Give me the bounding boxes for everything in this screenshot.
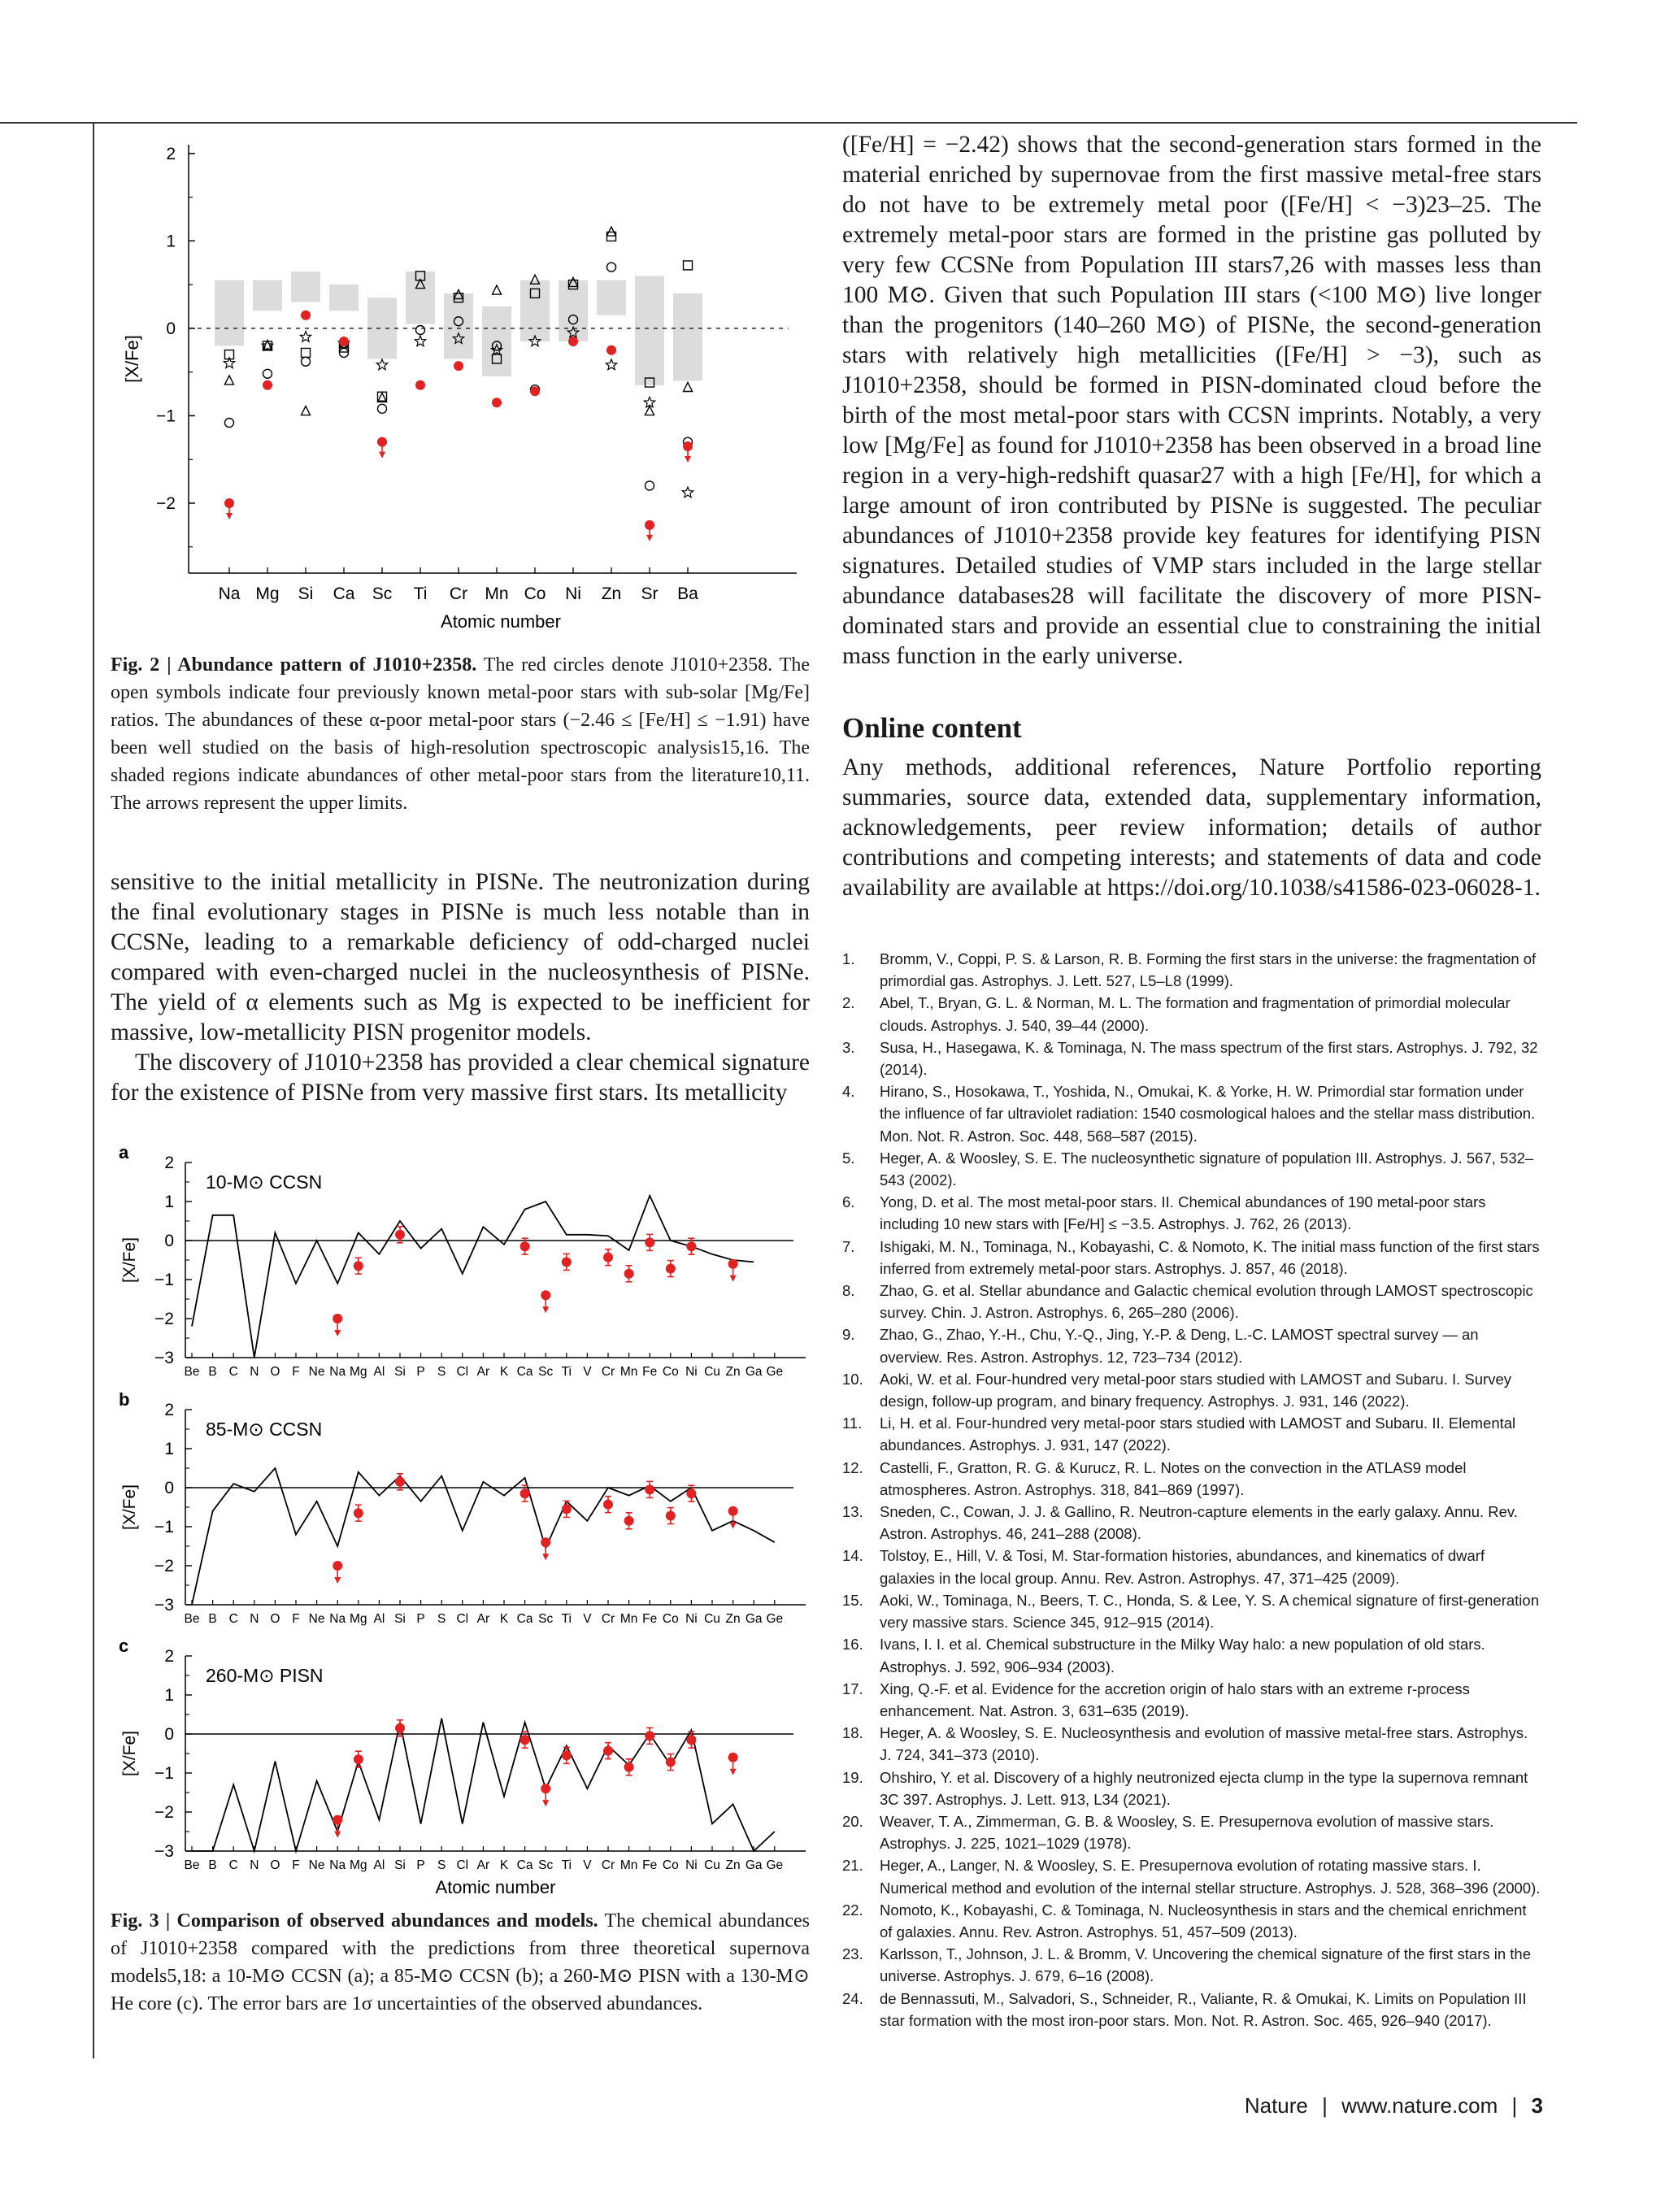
x-tick-label: Cu <box>704 1365 720 1379</box>
shaded-range-bar <box>673 293 702 381</box>
j1010-data-point <box>492 398 502 407</box>
x-tick-label: Co <box>662 1365 679 1379</box>
reference-list <box>842 948 1541 2032</box>
x-tick-label: Si <box>394 1858 406 1872</box>
y-tick-label: −1 <box>154 1271 174 1289</box>
reference-text: Karlsson, T., Johnson, J. L. & Bromm, V. Uncovering the chemical signature of the first stars in the universe. Astrophys. J. 679, 6–16 (2008). <box>880 1945 1532 1985</box>
x-tick-label: K <box>499 1365 509 1379</box>
reference-number: 10. <box>842 1370 863 1388</box>
x-tick-label: Mg <box>350 1612 367 1626</box>
fig3-panel-b <box>119 1389 806 1626</box>
x-tick-label: Mn <box>485 585 509 603</box>
x-tick-label: Al <box>373 1858 385 1872</box>
open-square-marker <box>302 348 311 357</box>
reference-number: 6. <box>842 1193 855 1211</box>
model-prediction-line <box>192 1468 775 1605</box>
reference-item <box>842 1080 1541 1147</box>
reference-item <box>842 1036 1541 1080</box>
x-tick-label: Cu <box>704 1858 720 1872</box>
x-tick-label: Cr <box>601 1365 615 1379</box>
reference-number: 21. <box>842 1857 863 1875</box>
x-tick-label: F <box>292 1858 300 1872</box>
x-tick-label: Ne <box>308 1858 325 1872</box>
reference-number: 8. <box>842 1282 855 1300</box>
upper-limit-arrowhead <box>730 1523 737 1529</box>
reference-text: Ohshiro, Y. et al. Discovery of a highly neutronized ejecta clump in the type Ia supernova remnant 3C 397. Astrophys. J. Lett. 913, L34 (2021). <box>880 1768 1528 1808</box>
open-circle-marker <box>340 348 349 357</box>
y-tick-label: 0 <box>164 1479 174 1497</box>
y-tick-label: −2 <box>154 1557 174 1575</box>
online-content-text: Any methods, additional references, Nature Portfolio reporting summaries, source data, extended data, supplementary information, acknowledgements, peer review information; details of author contributions and competing interests; and statements of data and code availability are available at https://doi.org/10.1038/s41586-023-06028-1. <box>842 754 1541 901</box>
x-tick-label: Ni <box>685 1365 698 1379</box>
reference-item <box>842 1280 1541 1323</box>
reference-number: 4. <box>842 1083 855 1101</box>
y-tick-label: 0 <box>164 1232 174 1250</box>
x-tick-label: N <box>250 1612 259 1626</box>
fig3-caption-label: Fig. 3 | Comparison of observed abundances and models. <box>111 1910 598 1932</box>
model-label: 85-M⊙ CCSN <box>206 1419 323 1440</box>
reference-item <box>842 948 1541 992</box>
y-tick-label: −3 <box>154 1349 174 1367</box>
x-tick-label: Ni <box>685 1858 698 1872</box>
reference-number: 13. <box>842 1503 863 1521</box>
open-star-marker <box>415 336 425 346</box>
j1010-data-point <box>568 337 578 346</box>
x-tick-label: Na <box>329 1612 346 1626</box>
x-tick-label: Cr <box>601 1858 615 1872</box>
x-tick-label: Cl <box>456 1612 469 1626</box>
x-tick-label: Ca <box>516 1858 533 1872</box>
x-tick-label: Al <box>373 1612 385 1626</box>
online-content-text-block <box>842 753 1541 903</box>
x-tick-label: Si <box>394 1365 406 1379</box>
open-triangle-marker <box>607 227 616 236</box>
x-tick-label: Ni <box>565 585 581 603</box>
x-tick-label: Fe <box>642 1365 658 1379</box>
y-axis-label: [X/Fe] <box>120 1484 139 1531</box>
reference-item <box>842 1722 1541 1766</box>
x-tick-label: Be <box>184 1858 200 1872</box>
reference-item <box>842 1899 1541 1943</box>
x-tick-label: Sc <box>538 1612 554 1626</box>
fig3-caption <box>111 1907 810 2018</box>
x-tick-label: Ba <box>677 585 698 603</box>
upper-limit-arrowhead <box>542 1800 549 1806</box>
upper-limit-arrowhead <box>334 1577 341 1584</box>
reference-number: 24. <box>842 1989 863 2007</box>
open-circle-marker <box>416 326 425 335</box>
reference-number: 14. <box>842 1547 863 1565</box>
reference-item <box>842 1147 1541 1191</box>
x-tick-label: C <box>228 1858 238 1872</box>
x-axis-label: Atomic number <box>441 611 561 632</box>
x-tick-label: Zn <box>725 1858 741 1872</box>
upper-limit-arrowhead <box>685 456 691 463</box>
upper-limit-arrowhead <box>730 1769 737 1775</box>
x-tick-label: Zn <box>725 1365 741 1379</box>
open-star-marker <box>300 332 311 342</box>
upper-limit-arrowhead <box>646 535 653 541</box>
reference-number: 17. <box>842 1680 863 1697</box>
x-tick-label: Mn <box>619 1365 638 1379</box>
reference-number: 5. <box>842 1149 855 1167</box>
upper-limit-arrowhead <box>334 1330 341 1336</box>
x-tick-label: Sc <box>538 1365 554 1379</box>
reference-number: 22. <box>842 1901 863 1919</box>
x-tick-label: Cu <box>704 1612 720 1626</box>
x-tick-label: Ca <box>516 1612 533 1626</box>
reference-number: 20. <box>842 1812 863 1830</box>
x-tick-label: Ni <box>685 1612 698 1626</box>
x-tick-label: B <box>208 1858 217 1872</box>
x-tick-label: C <box>228 1612 238 1626</box>
reference-number: 15. <box>842 1591 863 1609</box>
fig3-panel-c <box>119 1636 806 1897</box>
reference-item <box>842 1501 1541 1545</box>
x-tick-label: Ti <box>561 1858 572 1872</box>
open-star-marker <box>606 359 616 370</box>
x-tick-label: Sc <box>538 1858 554 1872</box>
reference-item <box>842 1368 1541 1412</box>
x-tick-label: Ne <box>308 1365 325 1379</box>
open-circle-marker <box>607 263 616 272</box>
reference-item <box>842 1412 1541 1456</box>
fig2-caption <box>111 651 810 817</box>
x-tick-label: Na <box>218 585 241 603</box>
x-tick-label: Mg <box>350 1858 367 1872</box>
x-tick-label: Cl <box>456 1858 469 1872</box>
reference-item <box>842 1191 1541 1235</box>
x-tick-label: Ar <box>476 1365 490 1379</box>
x-tick-label: Ti <box>413 585 428 603</box>
x-tick-label: Ga <box>745 1365 763 1379</box>
x-tick-label: B <box>208 1612 217 1626</box>
reference-item <box>842 1323 1541 1367</box>
x-tick-label: Be <box>184 1612 200 1626</box>
reference-text: Zhao, G. et al. Stellar abundance and Galactic chemical evolution through LAMOST spectroscopic survey. Chin. J. Astron. Astrophys. 6, 265–280 (2006). <box>880 1282 1533 1322</box>
upper-limit-arrowhead <box>542 1306 549 1313</box>
shaded-range-bar <box>367 298 397 359</box>
x-tick-label: F <box>292 1365 300 1379</box>
upper-limit-arrowhead <box>542 1554 549 1560</box>
x-tick-label: N <box>250 1365 259 1379</box>
x-tick-label: Cr <box>601 1612 615 1626</box>
open-triangle-marker <box>684 382 693 391</box>
x-tick-label: Ca <box>333 585 355 603</box>
x-tick-label: F <box>292 1612 300 1626</box>
reference-text: Abel, T., Bryan, G. L. & Norman, M. L. The formation and fragmentation of primordial molecular clouds. Astrophys. J. 540, 39–44 (2000). <box>880 994 1511 1034</box>
reference-text: Weaver, T. A., Zimmerman, G. B. & Woosley, S. E. Presupernova evolution of massive stars. Astrophys. J. 225, 1021–1029 (1978). <box>880 1812 1494 1853</box>
y-axis-label: [X/Fe] <box>122 335 142 383</box>
fig2-chart <box>114 130 813 650</box>
y-tick-label: 2 <box>166 144 176 163</box>
x-tick-label: Ge <box>766 1612 784 1626</box>
x-tick-label: Cr <box>449 585 468 603</box>
x-tick-label: Mn <box>619 1858 638 1872</box>
shaded-range-bar <box>597 280 626 315</box>
x-tick-label: S <box>437 1612 446 1626</box>
upper-limit-arrowhead <box>730 1275 737 1282</box>
open-circle-marker <box>378 404 387 413</box>
reference-text: Sneden, C., Cowan, J. J. & Gallino, R. Neutron-capture elements in the early galaxy. Annu. Rev. Astron. Astrophys. 46, 241–288 (2008). <box>880 1503 1518 1543</box>
reference-text: Hirano, S., Hosokawa, T., Yoshida, N., Omukai, K. & Yorke, H. W. Primordial star formation under the influence of far ultraviolet radiation: 1540 cosmological haloes and the stellar mass distribution. Mon. Not. R. Astron. Soc. 448, 568–587 (2015). <box>880 1083 1536 1145</box>
reference-text: Tolstoy, E., Hill, V. & Tosi, M. Star-formation histories, abundances, and kinematics of dwarf galaxies in the local group. Annu. Rev. Astron. Astrophys. 47, 371–425 (2009). <box>880 1547 1485 1587</box>
x-tick-label: Fe <box>642 1858 658 1872</box>
x-tick-label: Ne <box>308 1612 325 1626</box>
x-tick-label: Zn <box>601 585 622 603</box>
shaded-range-bar <box>635 276 664 385</box>
x-tick-label: Ca <box>516 1365 533 1379</box>
y-tick-label: 1 <box>164 1440 174 1458</box>
panel-letter: a <box>119 1142 129 1162</box>
y-tick-label: −2 <box>156 493 176 513</box>
x-tick-label: Ti <box>561 1612 572 1626</box>
open-star-marker <box>682 487 693 498</box>
top-rule <box>0 122 1577 124</box>
x-tick-label: V <box>583 1365 592 1379</box>
x-tick-label: Fe <box>642 1612 658 1626</box>
x-tick-label: O <box>270 1365 280 1379</box>
y-tick-label: 1 <box>164 1686 174 1705</box>
open-star-marker <box>376 359 387 370</box>
x-tick-label: Sc <box>372 585 393 603</box>
x-tick-label: Ga <box>745 1858 763 1872</box>
x-tick-label: Zn <box>725 1612 741 1626</box>
x-tick-label: Ga <box>745 1612 763 1626</box>
reference-item <box>842 1767 1541 1810</box>
reference-text: Aoki, W. et al. Four-hundred very metal-poor stars studied with LAMOST and Subaru. I. Survey design, follow-up program, and binary frequency. Astrophys. J. 931, 146 (2022). <box>880 1370 1511 1410</box>
x-tick-label: Ge <box>766 1365 784 1379</box>
y-tick-label: 2 <box>164 1647 174 1666</box>
j1010-data-point <box>530 386 540 396</box>
x-tick-label: Na <box>329 1365 346 1379</box>
x-tick-label: Na <box>329 1858 346 1872</box>
reference-text: Yong, D. et al. The most metal-poor stars. II. Chemical abundances of 190 metal-poor stars including 10 new stars with [Fe/H] ≤ −3.5. Astrophys. J. 762, 26 (2013). <box>880 1193 1486 1233</box>
reference-text: Ivans, I. I. et al. Chemical substructure in the Milky Way halo: a new population of old stars. Astrophys. J. 592, 906–934 (2003). <box>880 1636 1485 1675</box>
model-label: 260-M⊙ PISN <box>206 1665 324 1686</box>
reference-item <box>842 1810 1541 1854</box>
x-tick-label: S <box>437 1365 446 1379</box>
x-tick-label: Ar <box>476 1858 490 1872</box>
shaded-range-bar <box>291 272 320 302</box>
j1010-data-point <box>263 380 272 390</box>
open-triangle-marker <box>302 406 311 415</box>
y-tick-label: −1 <box>154 1518 174 1536</box>
fig2-caption-text: The red circles denote J1010+2358. The open symbols indicate four previously known metal-poor stars with sub-solar [Mg/Fe] ratios. The abundances of these α-poor metal-poor stars (−2.46 ≤ [Fe/H] ≤ −1.91) have been well studied on the basis of high-resolution spectroscopic analysis15,16. The shaded regions indicate abundances of other metal-poor stars from the literature10,11. The arrows represent the upper limits. <box>111 654 810 814</box>
x-tick-label: P <box>416 1858 425 1872</box>
reference-text: Nomoto, K., Kobayashi, C. & Tominaga, N. Nucleosynthesis in stars and the chemical enrichment of galaxies. Annu. Rev. Astron. Astrophys. 51, 457–509 (2013). <box>880 1901 1527 1940</box>
reference-number: 18. <box>842 1724 863 1742</box>
j1010-data-point <box>339 337 349 346</box>
reference-text: Aoki, W., Tominaga, N., Beers, T. C., Honda, S. & Lee, Y. S. A chemical signature of first-generation very massive stars. Science 345, 912–915 (2014). <box>880 1591 1539 1632</box>
reference-text: Xing, Q.-F. et al. Evidence for the accretion origin of halo stars with an extreme r-process enhancement. Nat. Astron. 3, 631–635 (2019). <box>880 1680 1470 1719</box>
y-tick-label: 0 <box>166 319 176 338</box>
open-triangle-marker <box>493 285 502 294</box>
x-tick-label: N <box>250 1858 259 1872</box>
reference-item <box>842 1988 1541 2032</box>
x-tick-label: Be <box>184 1365 200 1379</box>
footer-journal: Nature <box>1244 2093 1308 2118</box>
upper-limit-arrowhead <box>334 1832 341 1838</box>
y-tick-label: 1 <box>166 232 176 251</box>
x-tick-label: Sr <box>641 585 659 603</box>
left-paragraph-1: sensitive to the initial metallicity in PISNe. The neutronization during the final evolutionary stages in PISNe is much less notable than in CCSNe, leading to a remarkable deficiency of odd-charged nuclei compared with even-charged nuclei in the nucleosynthesis of PISNe. The yield of α elements such as Mg is expected to be inefficient for massive, low-metallicity PISN progenitor models. <box>111 869 810 1045</box>
y-axis-label: [X/Fe] <box>120 1730 139 1777</box>
page-number: 3 <box>1531 2093 1543 2118</box>
y-tick-label: 0 <box>164 1725 174 1744</box>
y-tick-label: −1 <box>154 1764 174 1783</box>
right-body-text <box>842 130 1541 671</box>
reference-item <box>842 1943 1541 1987</box>
online-content-heading: Online content <box>842 712 1022 744</box>
open-circle-marker <box>225 419 234 428</box>
open-triangle-marker <box>225 376 234 385</box>
fig2-caption-label: Fig. 2 | Abundance pattern of J1010+2358. <box>111 654 477 676</box>
reference-number: 7. <box>842 1237 855 1255</box>
y-tick-label: −1 <box>156 406 176 426</box>
x-tick-label: K <box>499 1858 509 1872</box>
y-tick-label: −2 <box>154 1803 174 1822</box>
footer-separator: | <box>1322 2093 1328 2118</box>
y-tick-label: −3 <box>154 1596 174 1614</box>
reference-text: Bromm, V., Coppi, P. S. & Larson, R. B. Forming the first stars in the universe: the fragmentation of primordial gas. Astrophys. J. Lett. 527, L5–L8 (1999). <box>880 950 1537 990</box>
reference-text: Heger, A. & Woosley, S. E. Nucleosynthesis and evolution of massive metal-free stars. Astrophys. J. 724, 341–373 (2010). <box>880 1724 1528 1764</box>
x-tick-label: Si <box>394 1612 406 1626</box>
reference-number: 19. <box>842 1768 863 1786</box>
reference-text: Susa, H., Hasegawa, K. & Tominaga, N. The mass spectrum of the first stars. Astrophys. J. 792, 32 (2014). <box>880 1038 1538 1079</box>
y-tick-label: 2 <box>164 1154 174 1172</box>
open-square-marker <box>684 261 693 270</box>
shaded-range-bar <box>253 280 282 311</box>
reference-item <box>842 1678 1541 1722</box>
right-paragraph-1: ([Fe/H] = −2.42) shows that the second-generation stars formed in the material enriched by supernovae from the first massive metal-free stars do not have to be extremely metal poor ([Fe/H] < −3)23–25. The extremely metal-poor stars are formed in the pristine gas polluted by very few CCSNe from Population III stars7,26 with masses less than 100 M⊙. Given that such Population III stars (<100 M⊙) live longer than the progenitors (140–260 M⊙) of PISNe, the second-generation stars with relatively high metallicities ([Fe/H] > −3), such as J1010+2358, should be formed in PISN-dominated cloud before the birth of the most metal-poor stars with CCSN imprints. Notably, a very low [Mg/Fe] as found for J1010+2358 has been observed in a broad line region in a very-high-redshift quasar27 with a high [Fe/H], for which a large amount of iron contributed by PISNe is suggested. The peculiar abundances of J1010+2358 provide key features for identifying PISN signatures. Detailed studies of VMP stars included in the large stellar abundance databases28 will facilitate the discovery of more PISN-dominated stars and provide an essential clue to constraining the initial mass function in the early universe. <box>842 132 1541 669</box>
x-tick-label: Mg <box>350 1365 367 1379</box>
x-tick-label: K <box>499 1612 509 1626</box>
reference-text: Zhao, G., Zhao, Y.-H., Chu, Y.-Q., Jing, Y.-P. & Deng, L.-C. LAMOST spectral survey — an overview. Res. Astron. Astrophys. 12, 723–734 (2012). <box>880 1326 1479 1366</box>
upper-limit-arrowhead <box>379 452 385 458</box>
reference-item <box>842 1545 1541 1588</box>
footer-site-link[interactable]: www.nature.com <box>1341 2093 1498 2118</box>
x-tick-label: S <box>437 1858 446 1872</box>
reference-number: 1. <box>842 950 855 967</box>
reference-number: 16. <box>842 1636 863 1654</box>
reference-item <box>842 1589 1541 1633</box>
left-paragraph-2: The discovery of J1010+2358 has provided a clear chemical signature for the existence of PISNe from very massive first stars. Its metallicity <box>111 1050 810 1106</box>
reference-number: 11. <box>842 1415 863 1432</box>
x-tick-label: Mn <box>619 1612 638 1626</box>
page-footer <box>1245 2093 1543 2119</box>
x-tick-label: Si <box>298 585 314 603</box>
reference-item <box>842 992 1541 1036</box>
x-tick-label: Ti <box>561 1365 572 1379</box>
fig3-panel-a <box>119 1142 806 1379</box>
panel-letter: b <box>119 1389 130 1410</box>
open-star-marker <box>644 397 654 407</box>
reference-number: 2. <box>842 994 855 1012</box>
x-tick-label: Co <box>662 1612 679 1626</box>
x-tick-label: Ar <box>476 1612 490 1626</box>
x-tick-label: Co <box>662 1858 679 1872</box>
shaded-range-bar <box>329 285 359 311</box>
j1010-data-point <box>415 380 425 390</box>
y-tick-label: 2 <box>164 1401 174 1419</box>
reference-text: Heger, A. & Woosley, S. E. The nucleosynthetic signature of population III. Astrophys. J. 567, 532–543 (2002). <box>880 1149 1534 1189</box>
reference-text: Castelli, F., Gratton, R. G. & Kurucz, R. L. Notes on the convection in the ATLAS9 model atmospheres. Astron. Astrophys. 318, 841–869 (1997). <box>880 1458 1467 1498</box>
x-tick-label: Al <box>373 1365 385 1379</box>
reference-item <box>842 1854 1541 1898</box>
fig3-chart <box>111 1130 818 1902</box>
reference-number: 23. <box>842 1945 863 1963</box>
reference-item <box>842 1633 1541 1677</box>
y-tick-label: −2 <box>154 1310 174 1328</box>
x-tick-label: B <box>208 1365 217 1379</box>
reference-text: Heger, A., Langer, N. & Woosley, S. E. Presupernova evolution of rotating massive stars. I. Numerical method and evolution of the internal stellar structure. Astrophys. J. 528, 368–396 (2000). <box>880 1857 1541 1897</box>
j1010-data-point <box>454 361 463 371</box>
reference-item <box>842 1457 1541 1501</box>
reference-text: Li, H. et al. Four-hundred very metal-poor stars studied with LAMOST and Subaru. II. Elemental abundances. Astrophys. J. 931, 147 (2022). <box>880 1415 1516 1454</box>
x-tick-label: O <box>270 1858 280 1872</box>
panel-letter: c <box>119 1636 129 1656</box>
open-circle-marker <box>646 481 654 490</box>
y-axis-label: [X/Fe] <box>120 1236 139 1284</box>
j1010-data-point <box>606 345 616 355</box>
fig3-caption-text: The chemical abundances of J1010+2358 compared with the predictions from three theoretical supernova models5,18: a 10-M⊙ CCSN (a); a 85-M⊙ CCSN (b); a 260-M⊙ PISN with a 130-M⊙ He core (c). The error bars are 1σ uncertainties of the observed abundances. <box>111 1910 811 2014</box>
reference-item <box>842 1236 1541 1280</box>
reference-number: 9. <box>842 1326 855 1344</box>
reference-number: 3. <box>842 1038 855 1056</box>
x-tick-label: C <box>228 1365 238 1379</box>
shaded-range-bar <box>215 280 244 346</box>
j1010-data-point <box>301 311 311 320</box>
model-label: 10-M⊙ CCSN <box>206 1171 323 1193</box>
left-body-text <box>111 867 810 1108</box>
x-axis-label: Atomic number <box>435 1877 556 1897</box>
x-tick-label: V <box>583 1858 592 1872</box>
x-tick-label: Co <box>524 585 546 603</box>
y-tick-label: −3 <box>154 1842 174 1861</box>
x-tick-label: V <box>583 1612 592 1626</box>
x-tick-label: Ge <box>766 1858 784 1872</box>
reference-number: 12. <box>842 1458 863 1476</box>
reference-text: Ishigaki, M. N., Tominaga, N., Kobayashi, C. & Nomoto, K. The initial mass function of the first stars inferred from extremely metal-poor stars. Astrophys. J. 857, 46 (2018). <box>880 1237 1540 1277</box>
x-tick-label: P <box>416 1612 425 1626</box>
x-tick-label: Cl <box>456 1365 469 1379</box>
x-tick-label: P <box>416 1365 425 1379</box>
x-tick-label: Mg <box>255 585 280 603</box>
x-tick-label: O <box>270 1612 280 1626</box>
reference-text: de Bennassuti, M., Salvadori, S., Schneider, R., Valiante, R. & Omukai, K. Limits on Population III star formation with the most iron-poor stars. Mon. Not. R. Astron. Soc. 465, 926–940 (2017). <box>880 1989 1527 2029</box>
open-circle-marker <box>263 369 272 378</box>
footer-separator: | <box>1511 2093 1518 2118</box>
left-rule <box>93 124 94 2058</box>
upper-limit-arrowhead <box>226 513 233 519</box>
open-circle-marker <box>302 357 311 366</box>
y-tick-label: 1 <box>164 1193 174 1211</box>
